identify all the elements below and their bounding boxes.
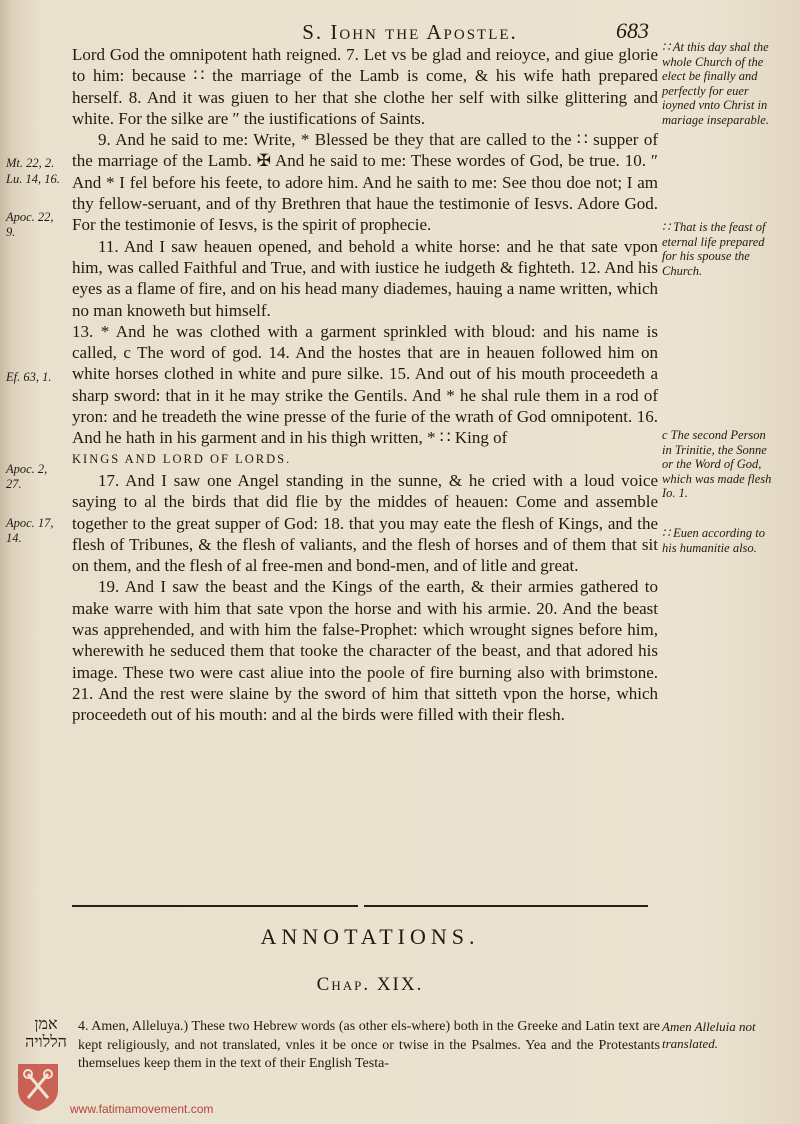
right-margin-note: ∷ That is the feast of eternal life prepared for his spouse the Church. [662,220,766,278]
left-margin-note: Apoc. 2, 27. [6,462,48,491]
annotation-text: 4. Amen, Alleluya.) These two Hebrew words (as other els-where) both in the Greeke and Latin text are kept religiously, and not translated, vnles it be once or twise in the Psalmes. Yea and the Protestants themselues keep them in the text of their English Testa- [78,1019,660,1071]
left-margin-note: Mt. 22, 2. [6,156,55,170]
verse-paragraph: 11. And I saw heauen opened, and behold a white horse: and he that sate vpon him, was called Faithful and True, and with iustice he iudgeth & fighteth. 12. And his eyes as a flame of fire, and on his head many diademes, hauing a name written, which no man knoweth but himself. [72,236,658,320]
left-margin-note: Apoc. 17, 14. [6,516,54,545]
annotation-margin-note: Amen Alleluia not translated. [662,1019,756,1051]
verse-paragraph: 9. And he said to me: Write, * Blessed be they that are called to the ∷ supper of the marriage of the Lamb. ✠ And he said to me: These wordes of God, be true. 10. ″ And * I fel before his feete, to adore him. And he saith to me: See thou doe not; I am thy fellow-seruant, and of thy Brethren that haue the testimonie of Iesvs. Adore God. For the testimonie of Iesvs, is the spirit of prophecie. [72,130,658,235]
right-margin-note: c The second Person in Trinitie, the Sonne or the Word of God, which was made flesh Io. 1. [662,428,772,500]
left-margin-note: Ef. 63, 1. [6,370,52,384]
website-watermark[interactable]: www.fatimamovement.com [70,1102,214,1116]
right-margin-note: ∷ Euen according to his humanitie also. [662,526,765,555]
kings-and-lords-line: KINGS AND LORD OF LORDS. [72,451,292,466]
scripture-text [72,44,658,726]
verse-paragraph: 19. And I saw the beast and the Kings of the earth, & their armies gathered to make warre with him that sate vpon the horse and with his armie. 20. And the beast was apprehended, and with him the false-Prophet: which wrought signes before him, wherewith he seduced them that tooke the character of the beast, and that adored his image. These two were cast aliue into the poole of fire burning also with brimstone. 21. And the rest were slaine by the sword of him that sitteth vpon the horse, which proceedeth out of his mouth: and al the birds were filled with their flesh. [72,577,658,725]
left-margin-note: Lu. 14, 16. [6,172,60,186]
verse-paragraph: 17. And I saw one Angel standing in the sunne, & he cried with a loud voice saying to al the birds that did flie by the middes of heauen: Come and assemble together to the great supper of God: 18. that you may eate the flesh of Kings, and the flesh of Tribunes, & the flesh of valiants, and the flesh of horses and of them that sit on them, and the flesh of al free-men and bond-men, and of litle and great. [72,470,658,576]
page-number: 683 [616,18,649,43]
verse-paragraph: Lord God the omnipotent hath reigned. 7. Let vs be glad and reioyce, and giue glorie to him: because ∷ the marriage of the Lamb is come, & his wife hath prepared herself. 8. And it was giuen to her that she clothe her self with silke glittering and white. For the silke are ″ the iustifications of Saints. [72,45,658,128]
chapter-heading: Chap. XIX. [316,974,424,995]
papal-keys-seal-icon [14,1060,62,1112]
running-head: S. Iohn the Apostle. [302,20,518,44]
hebrew-margin-word: אמן הללויה [25,1016,67,1051]
section-divider [72,905,358,907]
verse-paragraph: 13. * And he was clothed with a garment sprinkled with bloud: and his name is called, c The word of god. 14. And the hostes that are in heauen followed him on white horses clothed in white and pure silke. 15. And out of his mouth proceedeth a sharp sword: that in it he may strike the Gentils. And * he shal rule them in a rod of yron: and he treadeth the wine presse of the furie of the wrath of God omnipotent. 16. And he hath in his garment and in his thigh written, * ∷ King of [72,321,658,448]
annotations-heading: ANNOTATIONS. [260,924,480,949]
left-margin-note: Apoc. 22, 9. [6,210,54,239]
section-divider [364,905,648,907]
right-margin-note: ∷ At this day shal the whole Church of the elect be finally and perfectly for euer ioyned vnto Christ in mariage inseparable. [662,40,769,127]
